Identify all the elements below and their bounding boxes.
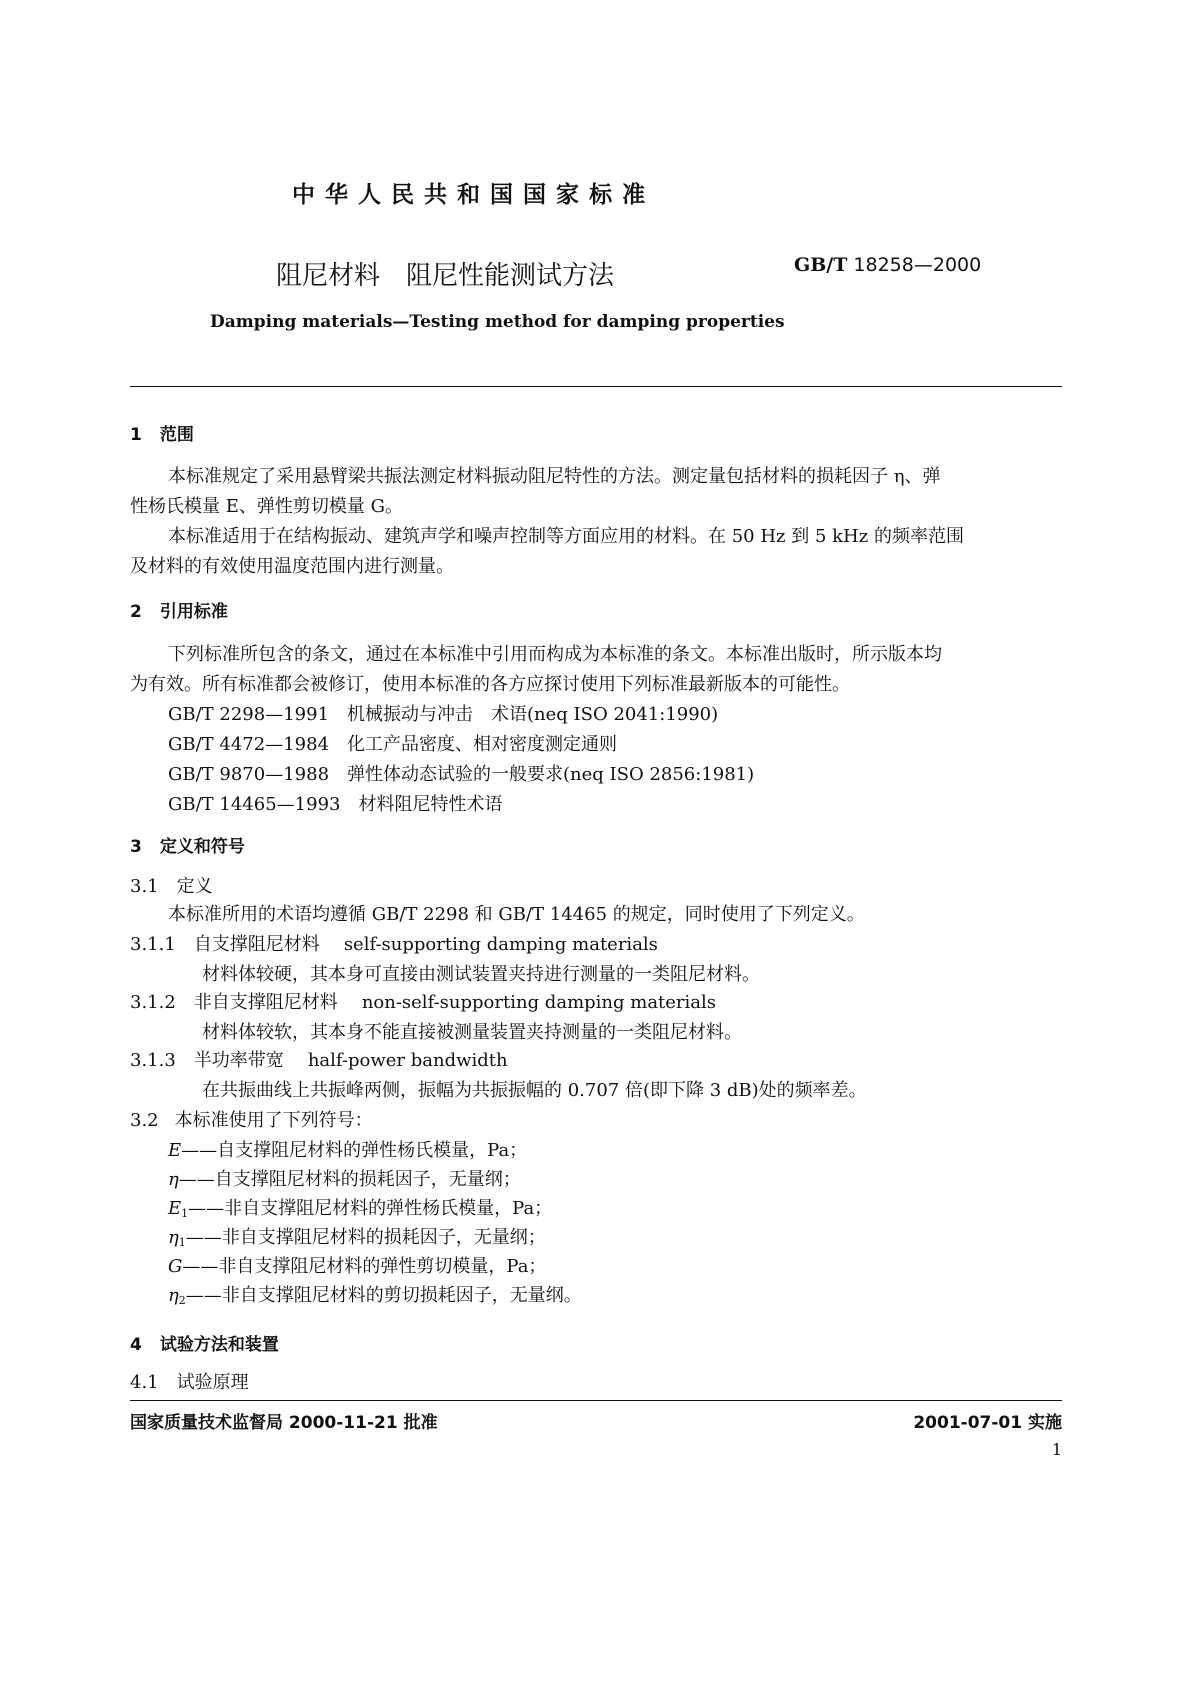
symbol: η — [168, 1227, 179, 1248]
section-title: 定义和符号 — [159, 837, 245, 857]
subsection-number: 4.1 — [130, 1372, 159, 1393]
definition-term-cn: 非自支撑阻尼材料 — [193, 992, 338, 1013]
symbol: E — [168, 1198, 182, 1219]
symbol: E — [168, 1140, 182, 1161]
reference-code: GB/T 4472—1984 — [168, 734, 330, 755]
subsection-3-2-heading — [130, 1104, 373, 1138]
subsection-number: 3.2 — [130, 1110, 159, 1131]
section-number: 1 — [130, 425, 142, 445]
definition-term-en: self-supporting damping materials — [343, 934, 658, 955]
symbol: G — [168, 1256, 183, 1277]
symbol-description: ——非自支撑阻尼材料的损耗因子，无量纲； — [185, 1227, 546, 1248]
symbol-description: ——非自支撑阻尼材料的剪切损耗因子，无量纲。 — [185, 1285, 582, 1306]
standard-code — [794, 254, 981, 276]
standard-prefix: GB/T — [794, 254, 848, 276]
section-number: 2 — [130, 602, 142, 622]
paragraph-scope-2-line-1: 本标准适用于在结构振动、建筑声学和噪声控制等方面应用的材料。在 50 Hz 到 5 kHz 的频率范围 — [168, 526, 964, 547]
symbol: η — [168, 1285, 179, 1306]
subsection-title: 本标准使用了下列符号： — [174, 1110, 373, 1131]
page-number: 1 — [1051, 1440, 1062, 1459]
reference-item — [168, 788, 502, 822]
definition-number: 3.1.1 — [130, 934, 176, 955]
paragraph-scope-1-line-2: 性杨氏模量 E、弹性剪切模量 G。 — [130, 496, 403, 517]
section-3-heading — [130, 832, 245, 857]
reference-code: GB/T 9870—1988 — [168, 764, 330, 785]
reference-name: 化工产品密度、相对密度测定通则 — [347, 734, 618, 755]
section-title: 试验方法和装置 — [159, 1335, 279, 1355]
symbol-subscript: 2 — [178, 1294, 186, 1307]
symbol-description: ——自支撑阻尼材料的损耗因子，无量纲； — [178, 1169, 521, 1190]
definition-number: 3.1.2 — [130, 992, 176, 1013]
standard-number: 18258—2000 — [853, 254, 982, 276]
definition-term — [130, 1044, 508, 1078]
section-number: 4 — [130, 1335, 142, 1355]
reference-code: GB/T 2298—1991 — [168, 704, 330, 725]
section-1-heading — [130, 420, 194, 445]
definition-number: 3.1.3 — [130, 1050, 176, 1071]
subsection-4-1-heading — [130, 1366, 249, 1400]
reference-name: 弹性体动态试验的一般要求(neq ISO 2856:1981) — [347, 764, 755, 785]
paragraph-refs-line-1: 下列标准所包含的条文，通过在本标准中引用而构成为本标准的条文。本标准出版时，所示版本均 — [168, 644, 942, 665]
document-title-cn: 阻尼材料 阻尼性能测试方法 — [276, 261, 615, 291]
symbol: η — [168, 1169, 179, 1190]
paragraph-scope-1-line-1: 本标准规定了采用悬臂梁共振法测定材料振动阻尼特性的方法。测定量包括材料的损耗因子 η、弹 — [168, 466, 941, 487]
reference-item — [168, 728, 617, 762]
symbol-item — [168, 1279, 582, 1318]
reference-item — [168, 698, 718, 732]
approval-date: 国家质量技术监督局 2000-11-21 批准 — [130, 1413, 438, 1433]
reference-name: 材料阻尼特性术语 — [358, 794, 503, 815]
document-title-en: Damping materials—Testing method for damping properties — [210, 312, 785, 332]
subsection-number: 3.1 — [130, 876, 159, 897]
footer-rule — [130, 1400, 1062, 1401]
reference-name: 机械振动与冲击 术语(neq ISO 2041:1990) — [347, 704, 719, 725]
header-rule — [130, 386, 1062, 387]
definition-term-en: half-power bandwidth — [307, 1050, 508, 1071]
symbol-subscript: 1 — [178, 1236, 186, 1249]
definition-description: 在共振曲线上共振峰两侧，振幅为共振振幅的 0.707 倍(即下降 3 dB)处的频率差。 — [202, 1080, 867, 1101]
national-standard-title: 中 华 人 民 共 和 国 国 家 标 准 — [292, 182, 647, 208]
paragraph-refs-line-2: 为有效。所有标准都会被修订，使用本标准的各方应探讨使用下列标准最新版本的可能性。 — [130, 674, 850, 695]
section-4-heading — [130, 1330, 279, 1355]
definition-description: 材料体较硬，其本身可直接由测试装置夹持进行测量的一类阻尼材料。 — [202, 964, 760, 985]
effective-date: 2001-07-01 实施 — [913, 1413, 1062, 1433]
definitions-intro: 本标准所用的术语均遵循 GB/T 2298 和 GB/T 14465 的规定，同时使用了下列定义。 — [168, 904, 865, 925]
section-2-heading — [130, 597, 228, 622]
definition-term-en: non-self-supporting damping materials — [361, 992, 717, 1013]
reference-item — [168, 758, 754, 792]
paragraph-scope-2-line-2: 及材料的有效使用温度范围内进行测量。 — [130, 556, 454, 577]
definition-term-cn: 半功率带宽 — [193, 1050, 284, 1071]
definition-term — [130, 986, 716, 1020]
subsection-title: 定义 — [176, 876, 213, 897]
definition-term-cn: 自支撑阻尼材料 — [193, 934, 320, 955]
symbol-subscript: 1 — [181, 1207, 189, 1220]
subsection-title: 试验原理 — [176, 1372, 249, 1393]
symbol-description: ——非自支撑阻尼材料的弹性杨氏模量，Pa； — [188, 1198, 553, 1219]
symbol-description: ——自支撑阻尼材料的弹性杨氏模量，Pa； — [181, 1140, 528, 1161]
reference-code: GB/T 14465—1993 — [168, 794, 341, 815]
symbol-description: ——非自支撑阻尼材料的弹性剪切模量，Pa； — [182, 1256, 547, 1277]
definition-description: 材料体较软，其本身不能直接被测量装置夹持测量的一类阻尼材料。 — [202, 1022, 742, 1043]
definition-term — [130, 928, 658, 962]
section-title: 范围 — [159, 425, 194, 445]
section-title: 引用标准 — [159, 602, 228, 622]
section-number: 3 — [130, 837, 142, 857]
